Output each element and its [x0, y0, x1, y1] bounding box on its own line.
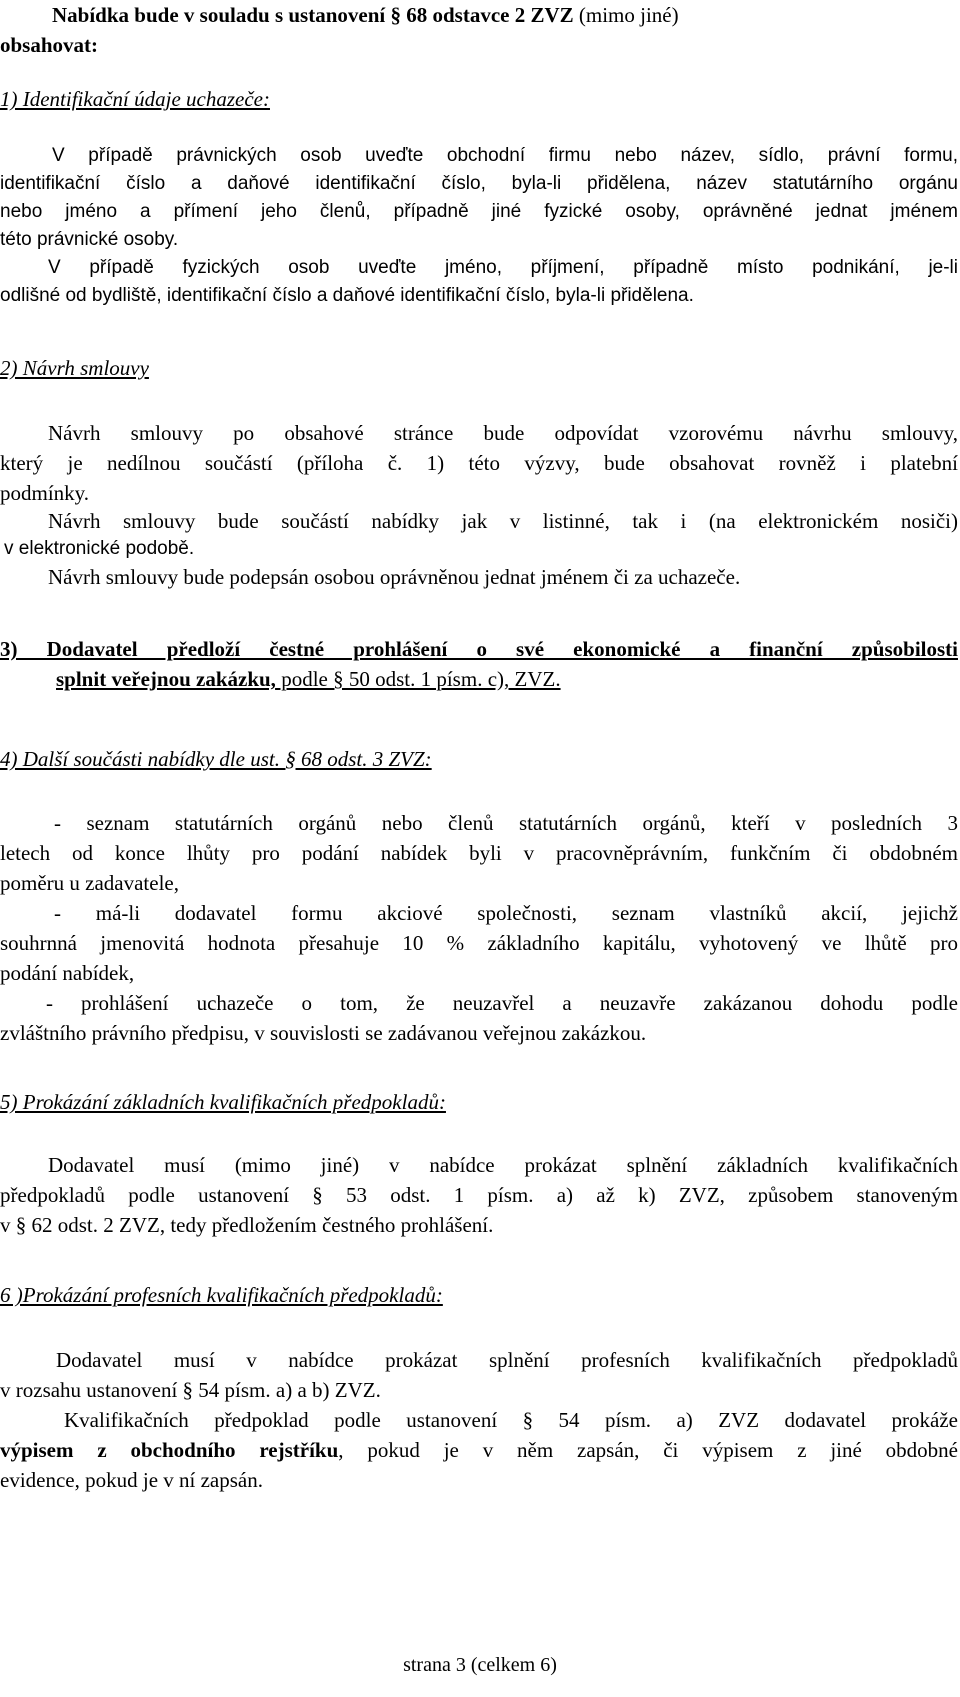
s6-p2-line-3: evidence, pokud je v ní zapsán.: [0, 1468, 263, 1492]
section-3-heading-line-2: splnit veřejnou zakázku, podle § 50 odst. 1 písm. c), ZVZ.: [56, 667, 561, 691]
intro-line-1: Nabídka bude v souladu s ustanovení § 68 odstavce 2 ZVZ (mimo jiné): [52, 3, 679, 27]
section-2-heading: 2) Návrh smlouvy: [0, 356, 149, 380]
s4-item1-line-3: poměru u zadavatele,: [0, 871, 179, 895]
intro-line-2: obsahovat:: [0, 33, 99, 57]
s4-item2-line-3: podání nabídek,: [0, 961, 135, 985]
section-3-heading-line-1: 3) Dodavatel předloží čestné prohlášení o své ekonomické a finanční způsobilosti: [0, 637, 958, 661]
s1-p1-line-4: této právnické osoby.: [0, 229, 179, 250]
s2-p3: Návrh smlouvy bude podepsán osobou oprávněnou jednat jménem či za uchazeče.: [48, 565, 741, 589]
s5-p1-line-1: Dodavatel musí (mimo jiné) v nabídce prokázat splnění základních kvalifikačních: [48, 1153, 958, 1177]
s6-p1-line-2: v rozsahu ustanovení § 54 písm. a) a b) ZVZ.: [0, 1378, 381, 1402]
s4-item2-line-1: - má-li dodavatel formu akciové společnosti, seznam vlastníků akcií, jejichž: [54, 901, 958, 925]
section-4-heading: 4) Další součásti nabídky dle ust. § 68 odst. 3 ZVZ:: [0, 747, 432, 771]
s5-p1-line-3: v § 62 odst. 2 ZVZ, tedy předložením čestného prohlášení.: [0, 1213, 494, 1237]
s2-p2-line-2: v elektronické podobě.: [4, 538, 195, 559]
s1-p2-line-2: odlišné od bydliště, identifikační číslo a daňové identifikační číslo, byla-li přidělena.: [0, 285, 694, 306]
s4-item2-line-2: souhrnná jmenovitá hodnota přesahuje 10 % základního kapitálu, vyhotovený ve lhůtě pro: [0, 931, 958, 955]
s1-p1-line-2: identifikační číslo a daňové identifikační číslo, byla-li přidělena, název statutárního orgánu: [0, 173, 958, 194]
s4-item1-line-2: letech od konce lhůty pro podání nabídek byli v pracovněprávním, funkčním či obdobném: [0, 841, 958, 865]
s1-p1-line-1: V případě právnických osob uveďte obchodní firmu nebo název, sídlo, právní formu,: [52, 145, 958, 166]
section-1-heading: 1) Identifikační údaje uchazeče:: [0, 87, 270, 111]
s2-p2-line-1: Návrh smlouvy bude součástí nabídky jak v listinné, tak i (na elektronickém nosiči): [48, 509, 958, 533]
s6-p1-line-1: Dodavatel musí v nabídce prokázat splnění profesních kvalifikačních předpokladů: [56, 1348, 958, 1372]
s4-item1-line-1: - seznam statutárních orgánů nebo členů statutárních orgánů, kteří v posledních 3: [54, 811, 958, 835]
section-6-heading: 6 )Prokázání profesních kvalifikačních předpokladů:: [0, 1283, 443, 1307]
s2-p1-line-2: který je nedílnou součástí (příloha č. 1) této výzvy, bude obsahovat rovněž i platební: [0, 451, 958, 475]
s5-p1-line-2: předpokladů podle ustanovení § 53 odst. 1 písm. a) až k) ZVZ, způsobem stanoveným: [0, 1183, 958, 1207]
s6-p2-line-2: výpisem z obchodního rejstříku, pokud je v něm zapsán, či výpisem z jiné obdobné: [0, 1438, 958, 1462]
s4-item3-line-1: - prohlášení uchazeče o tom, že neuzavřel a neuzavře zakázanou dohodu podle: [46, 991, 958, 1015]
s2-p1-line-1: Návrh smlouvy po obsahové stránce bude odpovídat vzorovému návrhu smlouvy,: [48, 421, 958, 445]
s2-p1-line-3: podmínky.: [0, 481, 90, 505]
page-number-footer: strana 3 (celkem 6): [403, 1654, 557, 1676]
s1-p2-line-1: V případě fyzických osob uveďte jméno, příjmení, případně místo podnikání, je-li: [48, 257, 958, 278]
s1-p1-line-3: nebo jméno a přímení jeho členů, případně jiné fyzické osoby, oprávněné jednat jménem: [0, 201, 958, 222]
section-5-heading: 5) Prokázání základních kvalifikačních předpokladů:: [0, 1090, 446, 1114]
s6-p2-line-1: Kvalifikačních předpoklad podle ustanovení § 54 písm. a) ZVZ dodavatel prokáže: [64, 1408, 958, 1432]
s4-item3-line-2: zvláštního právního předpisu, v souvislosti se zadávanou veřejnou zakázkou.: [0, 1021, 647, 1045]
